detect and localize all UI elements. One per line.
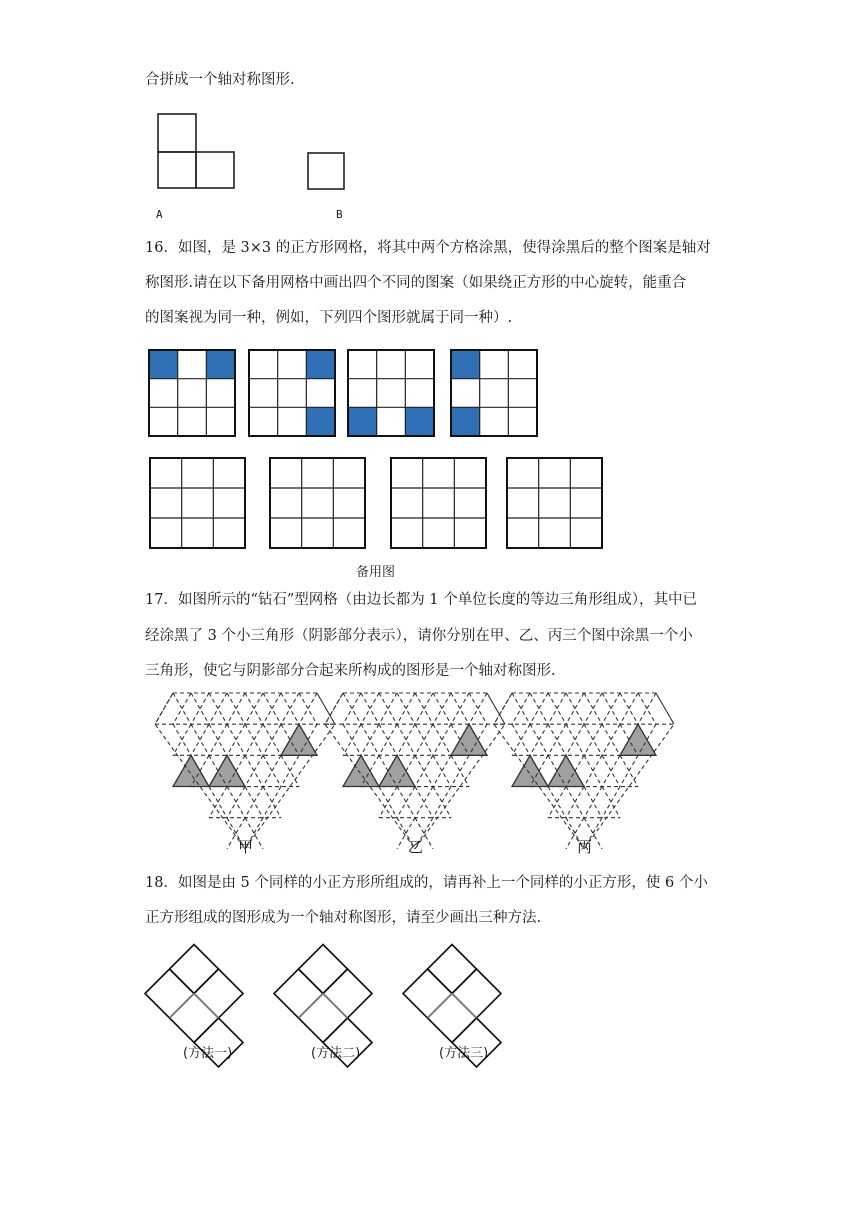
spare-grid-1: [150, 458, 245, 548]
shaded-cell: [405, 407, 434, 436]
unit-square: [323, 969, 372, 1018]
unit-square: [452, 969, 501, 1018]
shape-a-figure: [150, 108, 250, 198]
shape-a-label: A: [156, 208, 163, 221]
shaded-cell: [206, 350, 235, 379]
q17-caption-yi: 乙: [408, 838, 424, 856]
spare-grid-4: [507, 458, 602, 548]
unit-square: [299, 994, 348, 1043]
unit-square: [170, 994, 219, 1043]
spare-grid-3: [391, 458, 486, 548]
q18-caption-2: (方法二): [311, 1046, 361, 1061]
unit-square: [428, 994, 477, 1043]
q17-line-2: 经涂黑了 3 个小三角形（阴影部分表示），请你分别在甲、乙、丙三个图中涂黑一个小: [145, 628, 693, 644]
shaded-triangle: [548, 755, 584, 786]
example-grid-1: [149, 350, 235, 436]
q16-line-3: 的图案视为同一种，例如，下列四个图形就属于同一种）.: [145, 310, 513, 326]
shaded-triangle: [620, 724, 656, 755]
q18-square-figures: [140, 935, 540, 1035]
q16-line-1: 16．如图，是 3×3 的正方形网格，将其中两个方格涂黑，使得涂黑后的整个图案是轴对: [145, 240, 711, 256]
q16-example-grids: [140, 340, 550, 445]
spare-grid-2: [270, 458, 365, 548]
q17-caption-jia: 甲: [238, 838, 254, 856]
diamond-grid-jia: [155, 693, 335, 849]
q16-spare-grids: [140, 450, 610, 560]
shaded-triangle: [281, 724, 317, 755]
shaded-cell: [348, 407, 377, 436]
shaded-triangle: [343, 755, 379, 786]
shaded-cell: [451, 407, 480, 436]
shape-b-figure: [300, 145, 360, 195]
shape-b-label: B: [336, 208, 343, 221]
q16-spare-caption: 备用图: [356, 565, 396, 580]
q17-line-1: 17．如图所示的“钻石”型网格（由边长都为 1 个单位长度的等边三角形组成），其中已: [145, 592, 697, 608]
q18-line-2: 正方形组成的图形成为一个轴对称图形，请至少画出三种方法.: [145, 910, 542, 926]
shaded-triangle: [379, 755, 415, 786]
unit-square: [274, 969, 323, 1018]
example-grid-2: [249, 350, 335, 436]
shaded-cell: [149, 350, 178, 379]
q18-caption-1: (方法一): [183, 1046, 233, 1061]
q18-line-1: 18．如图是由 5 个同样的小正方形所组成的，请再补上一个同样的小正方形，使 6 个小: [145, 875, 708, 891]
example-grid-3: [348, 350, 434, 436]
shaded-cell: [306, 350, 335, 379]
shaded-cell: [451, 350, 480, 379]
unit-square: [194, 969, 243, 1018]
q17-caption-bing: 丙: [577, 838, 593, 856]
shaded-triangle: [209, 755, 245, 786]
intro-text: 合拼成一个轴对称图形.: [145, 72, 295, 88]
unit-square: [428, 945, 477, 994]
unit-square: [299, 945, 348, 994]
q17-diamond-grids: [150, 688, 690, 838]
shaded-triangle: [173, 755, 209, 786]
q17-line-3: 三角形，使它与阴影部分合起来所构成的图形是一个轴对称图形.: [145, 663, 556, 679]
q16-line-2: 称图形.请在以下备用网格中画出四个不同的图案（如果绕正方形的中心旋转，能重合: [145, 275, 687, 291]
shaded-cell: [306, 407, 335, 436]
shaded-triangle: [451, 724, 487, 755]
unit-square: [145, 969, 194, 1018]
shaded-triangle: [512, 755, 548, 786]
diamond-grid-yi: [325, 693, 505, 849]
q18-caption-3: (方法三): [439, 1046, 489, 1061]
example-grid-4: [451, 350, 537, 436]
unit-square: [170, 945, 219, 994]
diamond-grid-bing: [494, 693, 674, 849]
unit-square: [403, 969, 452, 1018]
